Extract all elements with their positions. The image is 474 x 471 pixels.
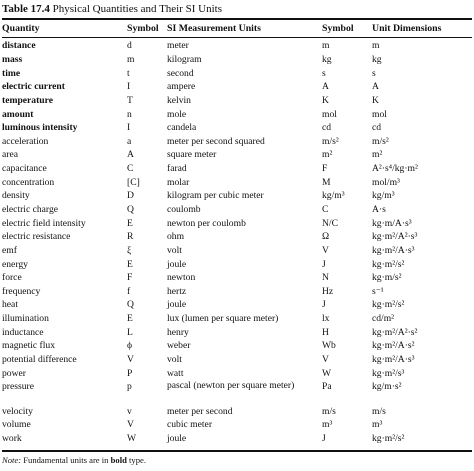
table-row [2, 353, 472, 367]
table-row [2, 107, 472, 121]
cell-unit-dimensions: kg·m/s² [372, 272, 402, 284]
cell-symbol: ϕ [127, 340, 133, 352]
cell-symbol: F [127, 272, 133, 284]
cell-unit-symbol: V [322, 354, 329, 366]
cell-quantity: electric charge [2, 204, 59, 215]
cell-symbol: P [127, 367, 133, 379]
cell-unit-dimensions: kg [372, 53, 382, 65]
cell-unit-dimensions: kg·m²/A²·s² [372, 326, 418, 338]
cell-unit-dimensions: m [372, 40, 380, 52]
cell-symbol: C [127, 163, 134, 175]
cell-si-unit: meter per second [167, 405, 233, 417]
cell-symbol: R [127, 231, 134, 243]
cell-symbol: d [127, 40, 132, 52]
table-title: Physical Quantities and Their SI Units [52, 3, 223, 15]
cell-symbol: ξ [127, 244, 132, 256]
cell-unit-symbol: cd [322, 122, 332, 134]
cell-symbol: m [127, 53, 135, 65]
cell-symbol: V [127, 354, 134, 366]
cell-unit-dimensions: A·s [372, 204, 386, 215]
cell-si-unit: mole [167, 108, 187, 120]
cell-unit-dimensions: kg·m²/A²·s³ [372, 231, 418, 243]
cell-unit-symbol: Pa [322, 381, 332, 393]
cell-si-unit: joule [167, 299, 187, 311]
table-row [2, 94, 472, 108]
cell-unit-symbol: J [322, 258, 326, 270]
cell-quantity: work [2, 433, 22, 445]
cell-unit-dimensions: kg·m²/A·s³ [372, 354, 415, 366]
table-number: Table 17.4 [2, 3, 50, 15]
cell-unit-symbol: kg [322, 53, 332, 65]
cell-unit-symbol: m/s² [322, 135, 339, 147]
cell-si-unit: watt [167, 367, 184, 379]
cell-si-unit: joule [167, 433, 187, 445]
cell-si-unit: ohm [167, 231, 185, 243]
table-row [2, 148, 472, 162]
cell-quantity: inductance [2, 326, 44, 338]
cell-quantity: pressure [2, 381, 34, 393]
cell-unit-symbol: m [322, 40, 330, 52]
table-row [2, 257, 472, 271]
cell-unit-dimensions: K [372, 94, 379, 106]
cell-symbol: v [127, 405, 132, 417]
cell-quantity: area [2, 149, 18, 161]
cell-symbol: L [127, 326, 133, 338]
table-row [2, 37, 472, 53]
cell-quantity: velocity [2, 405, 33, 417]
header-row [2, 19, 472, 37]
table-row [2, 432, 472, 446]
cell-unit-dimensions: kg/m·s² [372, 381, 402, 393]
table-row [2, 66, 472, 80]
cell-unit-dimensions: m/s [372, 405, 386, 417]
cell-quantity: luminous intensity [2, 122, 78, 134]
cell-unit-dimensions: kg·m²/s² [372, 299, 405, 311]
cell-unit-symbol: A [322, 81, 329, 93]
cell-unit-dimensions: m² [372, 149, 383, 161]
cell-quantity: electric resistance [2, 231, 71, 243]
cell-si-unit: henry [167, 326, 189, 338]
cell-symbol: n [127, 108, 132, 120]
cell-si-unit: meter [167, 40, 189, 52]
cell-symbol: a [127, 135, 132, 147]
cell-quantity: potential difference [2, 354, 77, 366]
cell-unit-dimensions: kg·m/A·s³ [372, 217, 412, 229]
cell-unit-dimensions: m³ [372, 419, 383, 431]
note-emphasis: bold [110, 455, 127, 465]
cell-unit-symbol: mol [322, 108, 337, 120]
header-unit-dimensions: Unit Dimensions [372, 22, 442, 34]
cell-unit-dimensions: A [372, 81, 379, 93]
cell-quantity: electric field intensity [2, 217, 86, 229]
cell-unit-symbol: C [322, 204, 329, 215]
cell-quantity: temperature [2, 94, 53, 106]
table-body [2, 37, 472, 445]
header-unit-symbol: Symbol [322, 22, 354, 34]
cell-si-unit: joule [167, 258, 187, 270]
cell-si-unit: volt [167, 354, 182, 366]
units-table [2, 19, 472, 445]
cell-symbol: T [127, 94, 133, 106]
cell-unit-symbol: K [322, 94, 329, 106]
cell-si-unit: second [167, 67, 194, 79]
table-row [2, 53, 472, 67]
table-row [2, 312, 472, 326]
cell-quantity: volume [2, 419, 31, 431]
cell-si-unit: candela [167, 122, 197, 134]
cell-quantity: capacitance [2, 163, 47, 175]
cell-si-unit: kilogram per cubic meter [167, 190, 264, 202]
cell-quantity: illumination [2, 313, 49, 325]
cell-quantity: power [2, 367, 26, 379]
cell-unit-symbol: M [322, 176, 331, 188]
cell-quantity: electric current [2, 81, 65, 93]
cell-unit-dimensions: kg·m²/s² [372, 258, 405, 270]
cell-si-unit: lux (lumen per square meter) [167, 313, 279, 325]
cell-unit-dimensions: cd/m² [372, 313, 395, 325]
cell-si-unit: newton per coulomb [167, 217, 246, 229]
cell-quantity: time [2, 67, 21, 79]
note-label: Note: [2, 455, 22, 465]
table-row [2, 134, 472, 148]
cell-unit-dimensions: A²·s⁴/kg·m² [372, 163, 418, 175]
cell-unit-symbol: N [322, 272, 329, 284]
cell-si-unit: square meter [167, 149, 217, 161]
cell-symbol: I [127, 122, 131, 134]
cell-unit-dimensions: s⁻¹ [372, 285, 384, 297]
cell-unit-dimensions: kg/m³ [372, 190, 395, 202]
table-note [2, 455, 146, 465]
note-text-after: type. [129, 455, 146, 465]
cell-quantity: heat [2, 299, 18, 311]
cell-quantity: mass [2, 53, 23, 65]
cell-quantity: amount [2, 108, 34, 120]
header-si-units: SI Measurement Units [167, 22, 261, 34]
cell-symbol: E [127, 258, 133, 270]
table-row [2, 80, 472, 94]
cell-unit-dimensions: mol [372, 108, 387, 120]
header-quantity: Quantity [2, 22, 40, 34]
cell-symbol: E [127, 313, 133, 325]
cell-symbol: V [127, 419, 134, 431]
cell-unit-symbol: m³ [322, 419, 333, 431]
table-row [2, 366, 472, 380]
cell-si-unit: kelvin [167, 94, 191, 106]
cell-si-unit: cubic meter [167, 419, 213, 431]
cell-unit-dimensions: kg·m²/A·s³ [372, 244, 415, 256]
table-row [2, 203, 472, 217]
cell-symbol: [C] [127, 176, 140, 188]
table-row [2, 162, 472, 176]
cell-unit-symbol: N/C [322, 217, 338, 229]
cell-quantity: distance [2, 40, 36, 52]
cell-quantity: magnetic flux [2, 340, 56, 352]
cell-symbol: A [127, 149, 134, 161]
table-row [2, 418, 472, 432]
cell-symbol: t [127, 67, 130, 79]
table-row [2, 339, 472, 353]
cell-si-unit: coulomb [167, 204, 201, 215]
cell-quantity: density [2, 190, 30, 202]
cell-quantity: force [2, 272, 22, 284]
cell-unit-symbol: V [322, 244, 329, 256]
cell-unit-symbol: Hz [322, 285, 334, 297]
cell-symbol: E [127, 217, 133, 229]
cell-symbol: p [127, 381, 132, 393]
cell-unit-symbol: m/s [322, 405, 336, 417]
header-symbol: Symbol [127, 22, 159, 34]
cell-si-unit: volt [167, 244, 182, 256]
cell-si-unit: meter per second squared [167, 135, 265, 147]
cell-unit-symbol: H [322, 326, 329, 338]
table-row [2, 405, 472, 419]
cell-si-unit: weber [167, 340, 191, 352]
cell-symbol: Q [127, 204, 134, 215]
cell-si-unit: farad [167, 163, 187, 175]
cell-symbol: Q [127, 299, 134, 311]
table-row [2, 325, 472, 339]
cell-unit-dimensions: mol/m³ [372, 176, 400, 188]
cell-symbol: D [127, 190, 134, 202]
cell-unit-dimensions: kg·m²/s² [372, 433, 405, 445]
cell-quantity: energy [2, 258, 28, 270]
table-row [2, 298, 472, 312]
cell-quantity: concentration [2, 176, 55, 188]
cell-symbol: f [127, 285, 131, 297]
cell-unit-dimensions: s [372, 67, 376, 79]
table-caption [2, 1, 472, 17]
table-row [2, 285, 472, 299]
cell-unit-symbol: s [322, 67, 326, 79]
cell-unit-symbol: lx [322, 313, 330, 325]
cell-si-unit: ampere [167, 81, 196, 93]
table-row [2, 380, 472, 405]
table-row [2, 121, 472, 135]
bottom-rule [2, 450, 472, 452]
cell-unit-symbol: W [322, 367, 332, 379]
cell-unit-symbol: J [322, 433, 326, 445]
cell-unit-dimensions: kg·m²/s³ [372, 367, 405, 379]
table-row [2, 271, 472, 285]
cell-si-unit: kilogram [167, 53, 202, 65]
cell-si-unit: hertz [167, 285, 187, 297]
cell-si-unit: molar [167, 176, 190, 188]
cell-unit-dimensions: cd [372, 122, 382, 134]
cell-symbol: W [127, 433, 137, 445]
cell-quantity: acceleration [2, 135, 49, 147]
table-row [2, 244, 472, 258]
cell-unit-symbol: J [322, 299, 326, 311]
cell-unit-symbol: Wb [322, 340, 336, 352]
cell-unit-symbol: m² [322, 149, 333, 161]
cell-unit-symbol: kg/m³ [322, 190, 345, 202]
cell-unit-dimensions: m/s² [372, 135, 389, 147]
note-text-before: Fundamental units are in [23, 455, 109, 465]
cell-unit-symbol: Ω [322, 231, 330, 243]
cell-unit-symbol: F [322, 163, 328, 175]
table-row [2, 189, 472, 203]
cell-symbol: I [127, 81, 131, 93]
cell-si-unit: pascal (newton per square meter) [167, 380, 295, 392]
cell-unit-dimensions: kg·m²/A·s² [372, 340, 415, 352]
table-row [2, 216, 472, 230]
cell-si-unit: newton [167, 272, 196, 284]
cell-quantity: emf [2, 244, 17, 256]
cell-quantity: frequency [2, 285, 41, 297]
table-row [2, 230, 472, 244]
table-row [2, 175, 472, 189]
